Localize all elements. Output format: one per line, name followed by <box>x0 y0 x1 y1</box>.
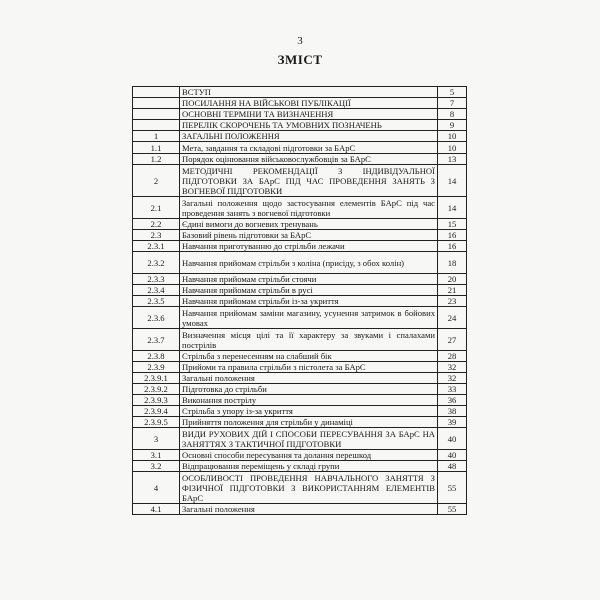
toc-section-number <box>133 120 180 131</box>
toc-section-number: 2.2 <box>133 219 180 230</box>
toc-section-number: 2.3.7 <box>133 329 180 351</box>
toc-section-number: 2.3.9.5 <box>133 417 180 428</box>
toc-section-title: ОСОБЛИВОСТІ ПРОВЕДЕННЯ НАВЧАЛЬНОГО ЗАНЯТТЯ З ФІЗИЧНОЇ ПІДГОТОВКИ З ВИКОРИСТАННЯМ ЕЛЕМЕНТІВ БАрС <box>180 472 438 504</box>
toc-section-title: ОСНОВНІ ТЕРМІНИ ТА ВИЗНАЧЕННЯ <box>180 109 438 120</box>
toc-page-number: 13 <box>438 154 467 165</box>
toc-page-number: 32 <box>438 362 467 373</box>
toc-page-number: 32 <box>438 373 467 384</box>
toc-section-title: Єдині вимоги до вогневих тренувань <box>180 219 438 230</box>
toc-row <box>133 131 467 142</box>
toc-section-title: Загальні положення <box>180 373 438 384</box>
toc-section-title: ВИДИ РУХОВИХ ДІЙ І СПОСОБИ ПЕРЕСУВАННЯ ЗА БАрС НА ЗАНЯТТЯХ З ТАКТИЧНОЇ ПІДГОТОВКИ <box>180 428 438 450</box>
toc-row <box>133 241 467 252</box>
toc-page-number: 21 <box>438 285 467 296</box>
toc-row <box>133 285 467 296</box>
toc-row <box>133 373 467 384</box>
toc-section-title: Прийоми та правила стрільби з пістолета за БАрС <box>180 362 438 373</box>
toc-row <box>133 165 467 197</box>
toc-section-number: 2.3.6 <box>133 307 180 329</box>
toc-section-number: 2.3.9 <box>133 362 180 373</box>
toc-page-number: 20 <box>438 274 467 285</box>
toc-page-number: 39 <box>438 417 467 428</box>
toc-row <box>133 252 467 274</box>
toc-page-number: 5 <box>438 87 467 98</box>
toc-page-number: 55 <box>438 472 467 504</box>
toc-row <box>133 197 467 219</box>
toc-page-number: 28 <box>438 351 467 362</box>
toc-row <box>133 406 467 417</box>
toc-section-number: 2.3.1 <box>133 241 180 252</box>
toc-page-number: 16 <box>438 241 467 252</box>
toc-page-number: 40 <box>438 450 467 461</box>
toc-row <box>133 504 467 515</box>
toc-section-title: Основні способи пересування та долання перешкод <box>180 450 438 461</box>
toc-section-title: Мета, завдання та складові підготовки за БАрС <box>180 142 438 154</box>
toc-row <box>133 307 467 329</box>
toc-section-number <box>133 98 180 109</box>
toc-row <box>133 417 467 428</box>
toc-page-number: 36 <box>438 395 467 406</box>
toc-page-number: 10 <box>438 142 467 154</box>
toc-section-title: ПЕРЕЛІК СКОРОЧЕНЬ ТА УМОВНИХ ПОЗНАЧЕНЬ <box>180 120 438 131</box>
toc-section-title: Стрільба з перенесенням на слабший бік <box>180 351 438 362</box>
toc-section-title: Загальні положення щодо застосування елементів БАрС під час проведення занять з вогневої підготовки <box>180 197 438 219</box>
toc-page-number: 15 <box>438 219 467 230</box>
toc-row <box>133 395 467 406</box>
page-title: ЗМІСТ <box>277 52 323 67</box>
toc-row <box>133 219 467 230</box>
toc-page-number: 14 <box>438 197 467 219</box>
toc-page-number: 7 <box>438 98 467 109</box>
toc-page-number: 10 <box>438 131 467 142</box>
toc-row <box>133 472 467 504</box>
toc-row <box>133 274 467 285</box>
toc-row <box>133 461 467 472</box>
toc-page-number: 14 <box>438 165 467 197</box>
toc-row <box>133 362 467 373</box>
toc-row <box>133 351 467 362</box>
toc-row <box>133 428 467 450</box>
toc-section-number: 2.3.3 <box>133 274 180 285</box>
toc-page-number: 40 <box>438 428 467 450</box>
toc-section-title: Загальні положення <box>180 504 438 515</box>
toc-page-number: 23 <box>438 296 467 307</box>
toc-page-number: 18 <box>438 252 467 274</box>
toc-section-title: Навчання прийомам стрільби із-за укриття <box>180 296 438 307</box>
toc-section-number: 2 <box>133 165 180 197</box>
toc-body <box>133 87 467 515</box>
toc-section-title: МЕТОДИЧНІ РЕКОМЕНДАЦІЇ З ІНДИВІДУАЛЬНОЇ ПІДГОТОВКИ ЗА БАрС ПІД ЧАС ПРОВЕДЕННЯ ЗАНЯТЬ З ВОГНЕВОЇ ПІДГОТОВКИ <box>180 165 438 197</box>
toc-section-number: 2.3.4 <box>133 285 180 296</box>
page-number: 3 <box>297 35 303 47</box>
toc-section-number: 2.3.9.4 <box>133 406 180 417</box>
toc-table <box>132 86 467 515</box>
toc-section-number <box>133 87 180 98</box>
toc-section-number: 1 <box>133 131 180 142</box>
toc-section-number: 3.1 <box>133 450 180 461</box>
toc-row <box>133 98 467 109</box>
toc-row <box>133 296 467 307</box>
toc-page-number: 27 <box>438 329 467 351</box>
toc-section-number: 4.1 <box>133 504 180 515</box>
toc-section-number: 3 <box>133 428 180 450</box>
toc-page-number: 8 <box>438 109 467 120</box>
toc-section-title: Навчання прийомам стрільби в русі <box>180 285 438 296</box>
toc-section-number: 2.3 <box>133 230 180 241</box>
toc-section-number: 3.2 <box>133 461 180 472</box>
toc-section-title: Навчання прийомам заміни магазину, усунення затримок в бойових умовах <box>180 307 438 329</box>
toc-page-number: 38 <box>438 406 467 417</box>
toc-section-title: ЗАГАЛЬНІ ПОЛОЖЕННЯ <box>180 131 438 142</box>
toc-section-title: Порядок оцінювання військовослужбовців за БАрС <box>180 154 438 165</box>
toc-page-number: 48 <box>438 461 467 472</box>
toc-row <box>133 329 467 351</box>
toc-section-number: 2.3.5 <box>133 296 180 307</box>
toc-section-number: 2.1 <box>133 197 180 219</box>
toc-section-number: 2.3.9.3 <box>133 395 180 406</box>
toc-section-title: ВСТУП <box>180 87 438 98</box>
toc-row <box>133 154 467 165</box>
toc-page-number: 9 <box>438 120 467 131</box>
toc-page-number: 55 <box>438 504 467 515</box>
toc-page-number: 33 <box>438 384 467 395</box>
toc-section-title: Базовий рівень підготовки за БАрС <box>180 230 438 241</box>
toc-section-number: 2.3.2 <box>133 252 180 274</box>
toc-row <box>133 230 467 241</box>
toc-section-title: Стрільба з упору із-за укриття <box>180 406 438 417</box>
toc-section-number: 1.1 <box>133 142 180 154</box>
toc-page-number: 24 <box>438 307 467 329</box>
toc-row <box>133 109 467 120</box>
toc-section-title: Виконання пострілу <box>180 395 438 406</box>
toc-row <box>133 120 467 131</box>
toc-row <box>133 87 467 98</box>
toc-section-title: Навчання приготуванню до стрільби лежачи <box>180 241 438 252</box>
toc-section-title: Навчання прийомам стрільби стоячи <box>180 274 438 285</box>
toc-section-title: Відпрацювання переміщень у складі групи <box>180 461 438 472</box>
toc-section-number: 2.3.9.2 <box>133 384 180 395</box>
toc-section-title: Навчання прийомам стрільби з коліна (присіду, з обох колін) <box>180 252 438 274</box>
toc-section-number <box>133 109 180 120</box>
toc-section-number: 2.3.9.1 <box>133 373 180 384</box>
toc-section-number: 4 <box>133 472 180 504</box>
toc-section-title: ПОСИЛАННЯ НА ВІЙСЬКОВІ ПУБЛІКАЦІЇ <box>180 98 438 109</box>
toc-section-title: Підготовка до стрільби <box>180 384 438 395</box>
toc-section-number: 1.2 <box>133 154 180 165</box>
toc-row <box>133 450 467 461</box>
toc-page-number: 16 <box>438 230 467 241</box>
toc-section-title: Прийняття положення для стрільби у динаміці <box>180 417 438 428</box>
toc-section-title: Визначення місця цілі та її характеру за звуками і спалахами пострілів <box>180 329 438 351</box>
toc-row <box>133 384 467 395</box>
toc-section-number: 2.3.8 <box>133 351 180 362</box>
toc-row <box>133 142 467 154</box>
